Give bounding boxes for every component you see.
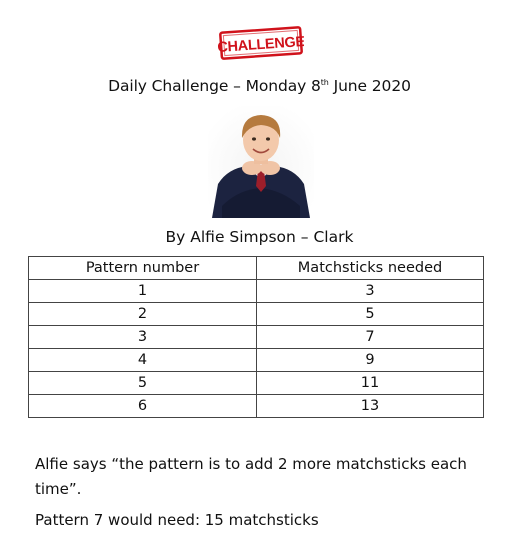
author-byline: By Alfie Simpson – Clark (165, 228, 354, 246)
table-row (29, 395, 484, 418)
pattern-number-cell: 2 (29, 303, 257, 326)
pattern-table (28, 256, 484, 418)
table-header-row (29, 257, 484, 280)
matchsticks-cell: 11 (257, 372, 484, 395)
matchsticks-cell: 9 (257, 349, 484, 372)
matchsticks-cell: 3 (257, 280, 484, 303)
table-row (29, 280, 484, 303)
matchsticks-cell: 13 (257, 395, 484, 418)
table-row (29, 372, 484, 395)
column-header-matchsticks-needed: Matchsticks needed (257, 257, 484, 280)
matchsticks-cell: 5 (257, 303, 484, 326)
pattern-7-answer: Pattern 7 would need: 15 matchsticks (35, 511, 319, 529)
challenge-stamp-logo (218, 26, 304, 60)
pattern-number-cell: 1 (29, 280, 257, 303)
pattern-explanation: Alfie says “the pattern is to add 2 more matchsticks each time”. (35, 455, 467, 498)
table-row (29, 303, 484, 326)
student-photo (208, 106, 314, 218)
table-row (29, 326, 484, 349)
matchsticks-cell: 7 (257, 326, 484, 349)
page-title: Daily Challenge – Monday 8th June 2020 (108, 77, 411, 95)
column-header-pattern-number: Pattern number (29, 257, 257, 280)
pattern-number-cell: 5 (29, 372, 257, 395)
table-row (29, 349, 484, 372)
pattern-number-cell: 4 (29, 349, 257, 372)
svg-text:CHALLENGE: CHALLENGE (218, 33, 304, 57)
pattern-number-cell: 6 (29, 395, 257, 418)
pattern-number-cell: 3 (29, 326, 257, 349)
